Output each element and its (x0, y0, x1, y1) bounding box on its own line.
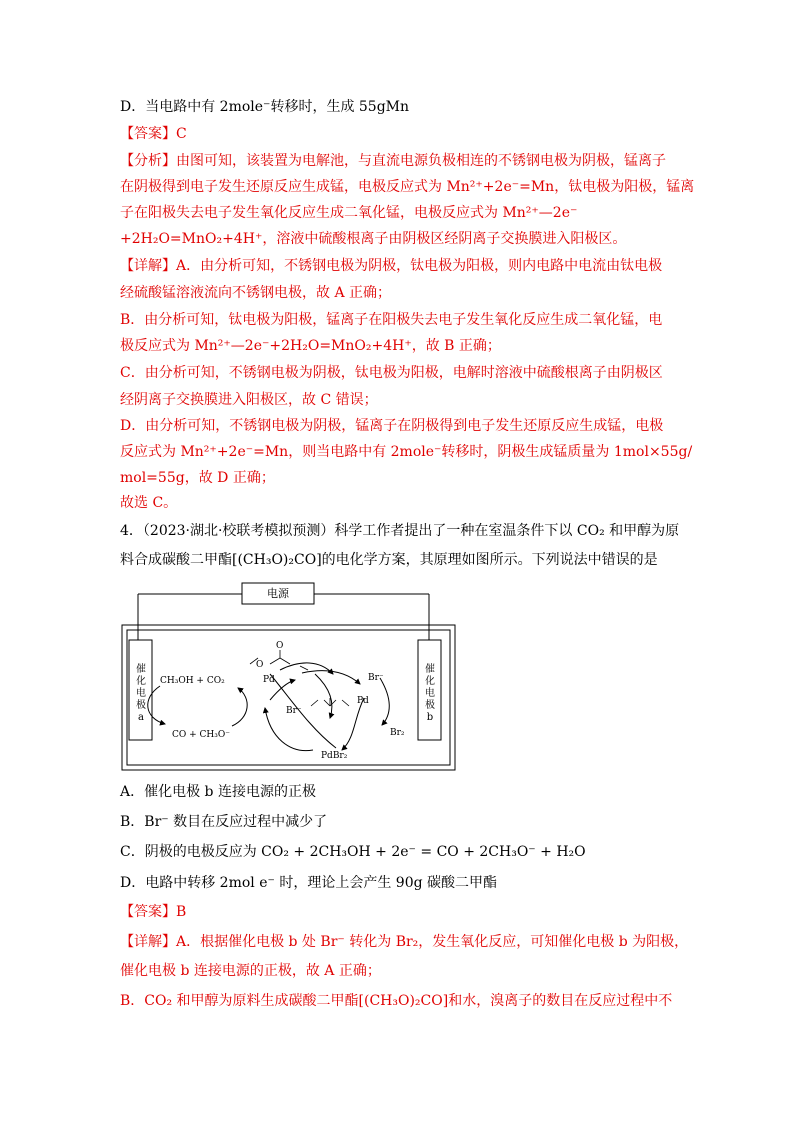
analysis-line-3: 子在阳极失去电子发生氧化反应生成二氧化锰，电极反应式为 Mn²⁺—2e⁻ (120, 205, 578, 221)
pd-complex-label: Pd (263, 675, 275, 685)
line-d-prev: D．当电路中有 2mole⁻转移时，生成 55gMn (120, 99, 410, 115)
option-c: C．阴极的电极反应为 CO₂ + 2CH₃OH + 2e⁻ = CO + 2CH₃O⁻ + H₂O (120, 844, 586, 860)
detail-d-3: mol=55g，故 D 正确； (120, 470, 275, 486)
detail-a-1: 【详解】A．由分析可知，不锈钢电极为阴极，钛电极为阳极，则内电路中电流由钛电极 (120, 258, 663, 274)
o-label-2: O (276, 641, 284, 651)
detail-a-2: 经硫酸锰溶液流向不锈钢电极，故 A 正确； (120, 285, 392, 301)
detail4-b-1: B．CO₂ 和甲醇为原料生成碳酸二甲酯[(CH₃O)₂CO]和水，溴离子的数目在反应过程中不 (120, 993, 673, 1009)
answer-4: 【答案】B (120, 904, 187, 920)
electrolysis-diagram (120, 578, 458, 773)
reactants-label: CH₃OH + CO₂ (160, 676, 225, 686)
detail4-a-2: 催化电极 b 连接电源的正极，故 A 正确； (120, 963, 381, 979)
analysis-line-4: +2H₂O=MnO₂+4H⁺，溶液中硫酸根离子由阴极区经阴离子交换膜进入阳极区。 (120, 231, 627, 247)
detail-d-2: 反应式为 Mn²⁺+2e⁻=Mn，则当电路中有 2mole⁻转移时，阴极生成锰质量为 1mol×55g/ (120, 444, 693, 460)
detail4-a-1: 【详解】A．根据催化电极 b 处 Br⁻ 转化为 Br₂，发生氧化反应，可知催化电极 b 为阳极， (120, 934, 689, 950)
question4-line-1: 4．（2023·湖北·校联考模拟预测）科学工作者提出了一种在室温条件下以 CO₂ 和甲醇为原 (120, 523, 680, 539)
answer-prev: 【答案】C (120, 126, 187, 142)
detail-end: 故选 C。 (120, 495, 178, 511)
detail-c-1: C．由分析可知，不锈钢电极为阴极，钛电极为阳极，电解时溶液中硫酸根离子由阴极区 (120, 365, 663, 381)
br-minus-right: Br⁻ (368, 673, 384, 683)
detail-b-1: B．由分析可知，钛电极为阳极，锰离子在阳极失去电子发生氧化反应生成二氧化锰，电 (120, 312, 663, 328)
detail-d-1: D．由分析可知，不锈钢电极为阴极，锰离子在阴极得到电子发生还原反应生成锰，电极 (120, 418, 664, 434)
option-b: B．Br⁻ 数目在反应过程中减少了 (120, 814, 328, 830)
analysis-line-1: 【分析】由图可知，该装置为电解池，与直流电源负极相连的不锈钢电极为阴极，锰离子 (120, 153, 666, 169)
detail-c-2: 经阴离子交换膜进入阳极区，故 C 错误； (120, 392, 378, 408)
pd-label: Pd (357, 696, 369, 706)
option-d: D．电路中转移 2mol e⁻ 时，理论上会产生 90g 碳酸二甲酯 (120, 875, 498, 891)
br2-label: Br₂ (390, 728, 405, 738)
electrode-a-label: 催 化 电 极 a (136, 664, 146, 723)
o-label-1: O (256, 660, 264, 670)
question4-line-2: 料合成碳酸二甲酯[(CH₃O)₂CO]的电化学方案，其原理如图所示。下列说法中错误的是 (120, 552, 658, 568)
option-a: A．催化电极 b 连接电源的正极 (120, 784, 316, 800)
power-supply-label: 电源 (267, 587, 289, 600)
products-a-label: CO + CH₃O⁻ (172, 730, 230, 740)
pdbr2-label: PdBr₂ (321, 751, 348, 761)
electrode-b-label: 催 化 电 极 b (425, 664, 435, 723)
analysis-line-2: 在阴极得到电子发生还原反应生成锰，电极反应式为 Mn²⁺+2e⁻=Mn，钛电极为阳极，锰离 (120, 179, 695, 195)
br-minus-center: Br⁻ (286, 706, 302, 716)
detail-b-2: 极反应式为 Mn²⁺—2e⁻+2H₂O=MnO₂+4H⁺，故 B 正确； (120, 338, 501, 354)
